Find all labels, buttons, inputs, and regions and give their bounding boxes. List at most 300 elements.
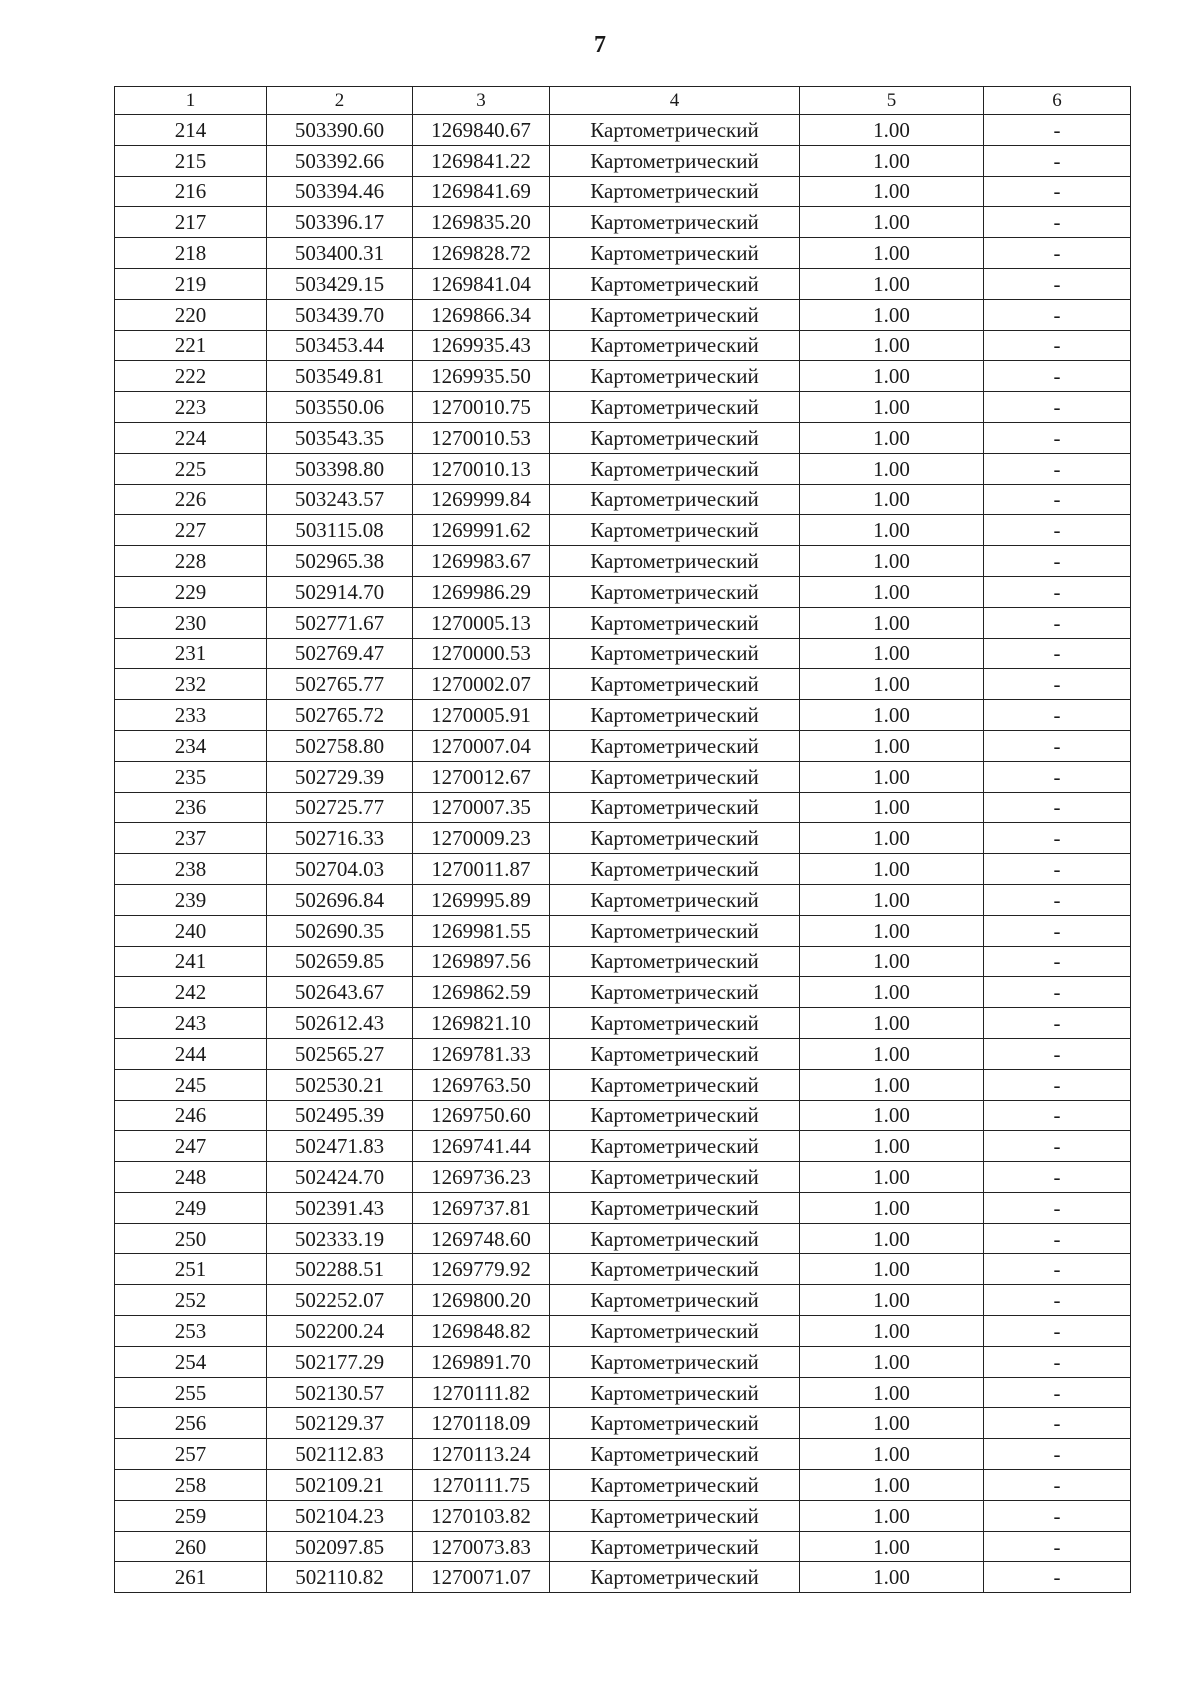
- x-coordinate-cell: 502097.85: [267, 1531, 413, 1562]
- y-coordinate-cell: 1269841.22: [413, 145, 550, 176]
- description-cell: -: [984, 1408, 1131, 1439]
- x-coordinate-cell: 502109.21: [267, 1470, 413, 1501]
- description-cell: -: [984, 1069, 1131, 1100]
- table-row: [115, 1531, 1131, 1562]
- point-number-cell: 226: [115, 484, 267, 515]
- method-cell: Картометрический: [550, 977, 800, 1008]
- y-coordinate-cell: 1269779.92: [413, 1254, 550, 1285]
- method-cell: Картометрический: [550, 1131, 800, 1162]
- method-cell: Картометрический: [550, 330, 800, 361]
- description-cell: -: [984, 392, 1131, 423]
- column-header: 6: [984, 87, 1131, 115]
- table-row: [115, 238, 1131, 269]
- point-number-cell: 257: [115, 1439, 267, 1470]
- point-number-cell: 243: [115, 1008, 267, 1039]
- accuracy-cell: 1.00: [800, 915, 984, 946]
- method-cell: Картометрический: [550, 1008, 800, 1039]
- accuracy-cell: 1.00: [800, 1285, 984, 1316]
- x-coordinate-cell: 502252.07: [267, 1285, 413, 1316]
- accuracy-cell: 1.00: [800, 669, 984, 700]
- point-number-cell: 220: [115, 299, 267, 330]
- accuracy-cell: 1.00: [800, 1192, 984, 1223]
- y-coordinate-cell: 1269995.89: [413, 884, 550, 915]
- table-row: [115, 1500, 1131, 1531]
- table-header: [115, 87, 1131, 115]
- x-coordinate-cell: 502659.85: [267, 946, 413, 977]
- x-coordinate-cell: 502914.70: [267, 576, 413, 607]
- y-coordinate-cell: 1269800.20: [413, 1285, 550, 1316]
- accuracy-cell: 1.00: [800, 1531, 984, 1562]
- point-number-cell: 244: [115, 1038, 267, 1069]
- method-cell: Картометрический: [550, 1408, 800, 1439]
- table-row: [115, 453, 1131, 484]
- accuracy-cell: 1.00: [800, 792, 984, 823]
- table-row: [115, 1285, 1131, 1316]
- table-row: [115, 1069, 1131, 1100]
- method-cell: Картометрический: [550, 1254, 800, 1285]
- x-coordinate-cell: 502716.33: [267, 823, 413, 854]
- method-cell: Картометрический: [550, 1377, 800, 1408]
- x-coordinate-cell: 503392.66: [267, 145, 413, 176]
- method-cell: Картометрический: [550, 1562, 800, 1593]
- description-cell: -: [984, 854, 1131, 885]
- x-coordinate-cell: 502765.77: [267, 669, 413, 700]
- y-coordinate-cell: 1270103.82: [413, 1500, 550, 1531]
- x-coordinate-cell: 502769.47: [267, 638, 413, 669]
- point-number-cell: 252: [115, 1285, 267, 1316]
- accuracy-cell: 1.00: [800, 1470, 984, 1501]
- method-cell: Картометрический: [550, 761, 800, 792]
- table-body: [115, 115, 1131, 1593]
- accuracy-cell: 1.00: [800, 638, 984, 669]
- description-cell: -: [984, 1562, 1131, 1593]
- x-coordinate-cell: 502612.43: [267, 1008, 413, 1039]
- point-number-cell: 256: [115, 1408, 267, 1439]
- y-coordinate-cell: 1270113.24: [413, 1439, 550, 1470]
- method-cell: Картометрический: [550, 176, 800, 207]
- method-cell: Картометрический: [550, 1470, 800, 1501]
- y-coordinate-cell: 1269891.70: [413, 1346, 550, 1377]
- x-coordinate-cell: 503398.80: [267, 453, 413, 484]
- method-cell: Картометрический: [550, 238, 800, 269]
- table-row: [115, 484, 1131, 515]
- method-cell: Картометрический: [550, 1038, 800, 1069]
- x-coordinate-cell: 502643.67: [267, 977, 413, 1008]
- method-cell: Картометрический: [550, 392, 800, 423]
- y-coordinate-cell: 1269986.29: [413, 576, 550, 607]
- point-number-cell: 222: [115, 361, 267, 392]
- description-cell: -: [984, 176, 1131, 207]
- method-cell: Картометрический: [550, 1192, 800, 1223]
- accuracy-cell: 1.00: [800, 854, 984, 885]
- y-coordinate-cell: 1269848.82: [413, 1316, 550, 1347]
- column-header: 5: [800, 87, 984, 115]
- table-row: [115, 1192, 1131, 1223]
- column-header: 3: [413, 87, 550, 115]
- description-cell: -: [984, 145, 1131, 176]
- description-cell: -: [984, 1377, 1131, 1408]
- method-cell: Картометрический: [550, 669, 800, 700]
- y-coordinate-cell: 1269748.60: [413, 1223, 550, 1254]
- description-cell: -: [984, 1162, 1131, 1193]
- x-coordinate-cell: 502765.72: [267, 700, 413, 731]
- method-cell: Картометрический: [550, 484, 800, 515]
- accuracy-cell: 1.00: [800, 761, 984, 792]
- x-coordinate-cell: 502391.43: [267, 1192, 413, 1223]
- table-row: [115, 268, 1131, 299]
- accuracy-cell: 1.00: [800, 1500, 984, 1531]
- table-row: [115, 546, 1131, 577]
- method-cell: Картометрический: [550, 361, 800, 392]
- point-number-cell: 235: [115, 761, 267, 792]
- x-coordinate-cell: 503400.31: [267, 238, 413, 269]
- accuracy-cell: 1.00: [800, 576, 984, 607]
- accuracy-cell: 1.00: [800, 884, 984, 915]
- y-coordinate-cell: 1269835.20: [413, 207, 550, 238]
- table-row: [115, 792, 1131, 823]
- method-cell: Картометрический: [550, 207, 800, 238]
- method-cell: Картометрический: [550, 115, 800, 146]
- x-coordinate-cell: 503453.44: [267, 330, 413, 361]
- page-number: 7: [594, 32, 606, 58]
- accuracy-cell: 1.00: [800, 823, 984, 854]
- x-coordinate-cell: 503543.35: [267, 422, 413, 453]
- point-number-cell: 253: [115, 1316, 267, 1347]
- y-coordinate-cell: 1269737.81: [413, 1192, 550, 1223]
- table-row: [115, 576, 1131, 607]
- table-row: [115, 422, 1131, 453]
- y-coordinate-cell: 1270071.07: [413, 1562, 550, 1593]
- y-coordinate-cell: 1269841.04: [413, 268, 550, 299]
- accuracy-cell: 1.00: [800, 1100, 984, 1131]
- description-cell: -: [984, 238, 1131, 269]
- table-row: [115, 1408, 1131, 1439]
- method-cell: Картометрический: [550, 1069, 800, 1100]
- table-row: [115, 1439, 1131, 1470]
- point-number-cell: 214: [115, 115, 267, 146]
- y-coordinate-cell: 1270009.23: [413, 823, 550, 854]
- description-cell: -: [984, 638, 1131, 669]
- method-cell: Картометрический: [550, 700, 800, 731]
- method-cell: Картометрический: [550, 145, 800, 176]
- accuracy-cell: 1.00: [800, 1069, 984, 1100]
- method-cell: Картометрический: [550, 607, 800, 638]
- accuracy-cell: 1.00: [800, 176, 984, 207]
- point-number-cell: 247: [115, 1131, 267, 1162]
- method-cell: Картометрический: [550, 792, 800, 823]
- y-coordinate-cell: 1270000.53: [413, 638, 550, 669]
- y-coordinate-cell: 1269781.33: [413, 1038, 550, 1069]
- y-coordinate-cell: 1269840.67: [413, 115, 550, 146]
- point-number-cell: 259: [115, 1500, 267, 1531]
- y-coordinate-cell: 1269821.10: [413, 1008, 550, 1039]
- description-cell: -: [984, 1346, 1131, 1377]
- description-cell: -: [984, 761, 1131, 792]
- y-coordinate-cell: 1270012.67: [413, 761, 550, 792]
- accuracy-cell: 1.00: [800, 977, 984, 1008]
- x-coordinate-cell: 503439.70: [267, 299, 413, 330]
- table-row: [115, 361, 1131, 392]
- method-cell: Картометрический: [550, 1285, 800, 1316]
- description-cell: -: [984, 1439, 1131, 1470]
- description-cell: -: [984, 1285, 1131, 1316]
- method-cell: Картометрический: [550, 1316, 800, 1347]
- x-coordinate-cell: 502729.39: [267, 761, 413, 792]
- y-coordinate-cell: 1269897.56: [413, 946, 550, 977]
- accuracy-cell: 1.00: [800, 361, 984, 392]
- point-number-cell: 248: [115, 1162, 267, 1193]
- description-cell: -: [984, 484, 1131, 515]
- point-number-cell: 255: [115, 1377, 267, 1408]
- method-cell: Картометрический: [550, 1346, 800, 1377]
- y-coordinate-cell: 1269935.50: [413, 361, 550, 392]
- description-cell: -: [984, 1316, 1131, 1347]
- coordinates-table: [114, 86, 1131, 1593]
- column-header: 4: [550, 87, 800, 115]
- y-coordinate-cell: 1270005.13: [413, 607, 550, 638]
- accuracy-cell: 1.00: [800, 1562, 984, 1593]
- point-number-cell: 238: [115, 854, 267, 885]
- y-coordinate-cell: 1269991.62: [413, 515, 550, 546]
- accuracy-cell: 1.00: [800, 484, 984, 515]
- accuracy-cell: 1.00: [800, 1408, 984, 1439]
- x-coordinate-cell: 503396.17: [267, 207, 413, 238]
- method-cell: Картометрический: [550, 854, 800, 885]
- method-cell: Картометрический: [550, 1100, 800, 1131]
- method-cell: Картометрический: [550, 1162, 800, 1193]
- point-number-cell: 239: [115, 884, 267, 915]
- method-cell: Картометрический: [550, 576, 800, 607]
- point-number-cell: 236: [115, 792, 267, 823]
- table-row: [115, 299, 1131, 330]
- point-number-cell: 229: [115, 576, 267, 607]
- description-cell: -: [984, 422, 1131, 453]
- description-cell: -: [984, 977, 1131, 1008]
- method-cell: Картометрический: [550, 546, 800, 577]
- y-coordinate-cell: 1270011.87: [413, 854, 550, 885]
- x-coordinate-cell: 503390.60: [267, 115, 413, 146]
- point-number-cell: 221: [115, 330, 267, 361]
- description-cell: -: [984, 669, 1131, 700]
- method-cell: Картометрический: [550, 515, 800, 546]
- table-row: [115, 1346, 1131, 1377]
- accuracy-cell: 1.00: [800, 392, 984, 423]
- description-cell: -: [984, 915, 1131, 946]
- accuracy-cell: 1.00: [800, 1346, 984, 1377]
- description-cell: -: [984, 823, 1131, 854]
- point-number-cell: 258: [115, 1470, 267, 1501]
- table-row: [115, 761, 1131, 792]
- x-coordinate-cell: 502333.19: [267, 1223, 413, 1254]
- x-coordinate-cell: 502130.57: [267, 1377, 413, 1408]
- point-number-cell: 215: [115, 145, 267, 176]
- description-cell: -: [984, 792, 1131, 823]
- column-header: 2: [267, 87, 413, 115]
- table-row: [115, 730, 1131, 761]
- accuracy-cell: 1.00: [800, 546, 984, 577]
- description-cell: -: [984, 884, 1131, 915]
- table-row: [115, 607, 1131, 638]
- table-row: [115, 669, 1131, 700]
- description-cell: -: [984, 515, 1131, 546]
- point-number-cell: 218: [115, 238, 267, 269]
- y-coordinate-cell: 1270007.04: [413, 730, 550, 761]
- accuracy-cell: 1.00: [800, 299, 984, 330]
- table-row: [115, 515, 1131, 546]
- table-row: [115, 1162, 1131, 1193]
- description-cell: -: [984, 207, 1131, 238]
- y-coordinate-cell: 1269828.72: [413, 238, 550, 269]
- table-row: [115, 1223, 1131, 1254]
- table-row: [115, 392, 1131, 423]
- table-row: [115, 207, 1131, 238]
- point-number-cell: 249: [115, 1192, 267, 1223]
- y-coordinate-cell: 1270010.53: [413, 422, 550, 453]
- table-row: [115, 1008, 1131, 1039]
- table-row: [115, 638, 1131, 669]
- point-number-cell: 245: [115, 1069, 267, 1100]
- x-coordinate-cell: 502771.67: [267, 607, 413, 638]
- table-row: [115, 700, 1131, 731]
- table-row: [115, 1470, 1131, 1501]
- table-row: [115, 115, 1131, 146]
- accuracy-cell: 1.00: [800, 700, 984, 731]
- description-cell: -: [984, 1100, 1131, 1131]
- table-row: [115, 1562, 1131, 1593]
- table-row: [115, 884, 1131, 915]
- x-coordinate-cell: 503243.57: [267, 484, 413, 515]
- y-coordinate-cell: 1269862.59: [413, 977, 550, 1008]
- accuracy-cell: 1.00: [800, 268, 984, 299]
- accuracy-cell: 1.00: [800, 238, 984, 269]
- x-coordinate-cell: 502965.38: [267, 546, 413, 577]
- description-cell: -: [984, 1008, 1131, 1039]
- description-cell: -: [984, 1192, 1131, 1223]
- point-number-cell: 216: [115, 176, 267, 207]
- header-row: [115, 87, 1131, 115]
- y-coordinate-cell: 1269763.50: [413, 1069, 550, 1100]
- accuracy-cell: 1.00: [800, 207, 984, 238]
- point-number-cell: 224: [115, 422, 267, 453]
- x-coordinate-cell: 502725.77: [267, 792, 413, 823]
- table-row: [115, 1316, 1131, 1347]
- x-coordinate-cell: 502696.84: [267, 884, 413, 915]
- accuracy-cell: 1.00: [800, 515, 984, 546]
- x-coordinate-cell: 502704.03: [267, 854, 413, 885]
- y-coordinate-cell: 1270007.35: [413, 792, 550, 823]
- method-cell: Картометрический: [550, 268, 800, 299]
- x-coordinate-cell: 502129.37: [267, 1408, 413, 1439]
- x-coordinate-cell: 502758.80: [267, 730, 413, 761]
- x-coordinate-cell: 502530.21: [267, 1069, 413, 1100]
- table-row: [115, 145, 1131, 176]
- method-cell: Картометрический: [550, 638, 800, 669]
- point-number-cell: 231: [115, 638, 267, 669]
- table-row: [115, 330, 1131, 361]
- method-cell: Картометрический: [550, 1531, 800, 1562]
- table-row: [115, 1100, 1131, 1131]
- y-coordinate-cell: 1270005.91: [413, 700, 550, 731]
- y-coordinate-cell: 1269981.55: [413, 915, 550, 946]
- x-coordinate-cell: 503549.81: [267, 361, 413, 392]
- description-cell: -: [984, 1223, 1131, 1254]
- method-cell: Картометрический: [550, 946, 800, 977]
- method-cell: Картометрический: [550, 915, 800, 946]
- accuracy-cell: 1.00: [800, 115, 984, 146]
- accuracy-cell: 1.00: [800, 1038, 984, 1069]
- point-number-cell: 260: [115, 1531, 267, 1562]
- method-cell: Картометрический: [550, 1439, 800, 1470]
- point-number-cell: 251: [115, 1254, 267, 1285]
- accuracy-cell: 1.00: [800, 453, 984, 484]
- y-coordinate-cell: 1269736.23: [413, 1162, 550, 1193]
- table-row: [115, 946, 1131, 977]
- x-coordinate-cell: 502288.51: [267, 1254, 413, 1285]
- point-number-cell: 242: [115, 977, 267, 1008]
- x-coordinate-cell: 503550.06: [267, 392, 413, 423]
- description-cell: -: [984, 115, 1131, 146]
- x-coordinate-cell: 503429.15: [267, 268, 413, 299]
- description-cell: -: [984, 1500, 1131, 1531]
- point-number-cell: 234: [115, 730, 267, 761]
- point-number-cell: 237: [115, 823, 267, 854]
- description-cell: -: [984, 453, 1131, 484]
- table-row: [115, 977, 1131, 1008]
- x-coordinate-cell: 502110.82: [267, 1562, 413, 1593]
- description-cell: -: [984, 1038, 1131, 1069]
- y-coordinate-cell: 1269841.69: [413, 176, 550, 207]
- point-number-cell: 261: [115, 1562, 267, 1593]
- description-cell: -: [984, 1131, 1131, 1162]
- table-row: [115, 854, 1131, 885]
- x-coordinate-cell: 502690.35: [267, 915, 413, 946]
- accuracy-cell: 1.00: [800, 1131, 984, 1162]
- point-number-cell: 241: [115, 946, 267, 977]
- description-cell: -: [984, 546, 1131, 577]
- point-number-cell: 219: [115, 268, 267, 299]
- x-coordinate-cell: 503394.46: [267, 176, 413, 207]
- point-number-cell: 227: [115, 515, 267, 546]
- accuracy-cell: 1.00: [800, 145, 984, 176]
- description-cell: -: [984, 1254, 1131, 1285]
- method-cell: Картометрический: [550, 884, 800, 915]
- x-coordinate-cell: 502565.27: [267, 1038, 413, 1069]
- x-coordinate-cell: 502200.24: [267, 1316, 413, 1347]
- method-cell: Картометрический: [550, 1223, 800, 1254]
- x-coordinate-cell: 502177.29: [267, 1346, 413, 1377]
- y-coordinate-cell: 1269750.60: [413, 1100, 550, 1131]
- point-number-cell: 232: [115, 669, 267, 700]
- description-cell: -: [984, 730, 1131, 761]
- table-row: [115, 915, 1131, 946]
- table-row: [115, 1038, 1131, 1069]
- accuracy-cell: 1.00: [800, 1254, 984, 1285]
- accuracy-cell: 1.00: [800, 946, 984, 977]
- description-cell: -: [984, 1531, 1131, 1562]
- accuracy-cell: 1.00: [800, 422, 984, 453]
- x-coordinate-cell: 502104.23: [267, 1500, 413, 1531]
- y-coordinate-cell: 1269935.43: [413, 330, 550, 361]
- method-cell: Картометрический: [550, 823, 800, 854]
- y-coordinate-cell: 1270111.82: [413, 1377, 550, 1408]
- accuracy-cell: 1.00: [800, 1316, 984, 1347]
- description-cell: -: [984, 607, 1131, 638]
- point-number-cell: 233: [115, 700, 267, 731]
- point-number-cell: 240: [115, 915, 267, 946]
- description-cell: -: [984, 330, 1131, 361]
- accuracy-cell: 1.00: [800, 330, 984, 361]
- y-coordinate-cell: 1270010.75: [413, 392, 550, 423]
